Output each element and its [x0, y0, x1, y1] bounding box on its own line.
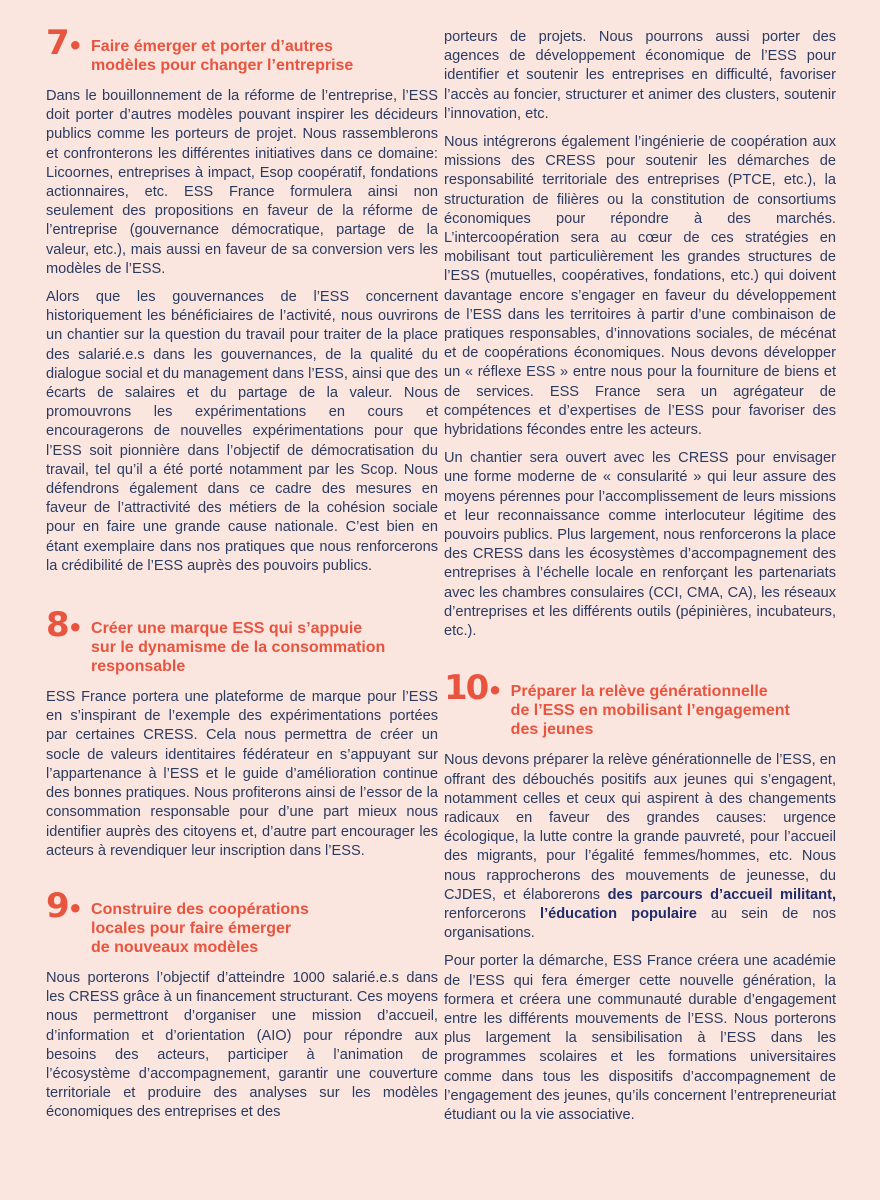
section-7-number: 7• — [46, 23, 84, 63]
highlight-parcours: des parcours d’accueil militant, — [607, 886, 836, 903]
section-9-title: Construire des coopérations locales pour faire émerger de nouveaux modèles — [91, 900, 309, 956]
section-9 — [46, 885, 438, 1123]
section-10-heading — [444, 668, 836, 739]
section-10 — [444, 668, 836, 1125]
section-8-title: Créer une marque ESS qui s’appuie sur le dynamisme de la consommation responsable — [91, 620, 386, 676]
section-9-paragraph-2: Nous intégrerons également l’ingénierie de coopération aux missions des CRESS pour soutenir les démarches de responsabilité territoriale des entreprises (PTCE, etc.), la structuration de filières ou la constitution de consortiums économiques pour répondre à des marchés. L’intercoopération sera au cœur de ces stratégies en mobilisant tout particulièrement les grandes structures de l’ESS (mutuelles, coopératives, fondations, etc.) qui doivent davantage encore s’engager en faveur du développement de l’ESS dans les territoires à partir d’une combinaison de pratiques responsables, d’innovations sociales, de mécénat et de coopérations économiques. Nous devons développer un « réflexe ESS » entre nous pour la fourniture de biens et de services. ESS France sera un agrégateur de compétences et d’expertises de l’ESS pour favoriser des hybridations fécondes entre les acteurs. — [444, 134, 836, 439]
section-9-paragraph-3: Un chantier sera ouvert avec les CRESS pour envisager une forme moderne de « consularité » qui leur assure des moyens pérennes pour l’accomplissement de leurs missions et leur reconnaissance comme interlocuteur légitime des pouvoirs publics. Plus largement, nous renforcerons la place des CRESS dans les écosystèmes d’accompagnement des entreprises à l’échelle locale en renforçant les partenariats avec les chambres consulaires (CCI, CMA, CA), les réseaux d’entreprises et les différents outils (pépinières, incubateurs, etc.). — [444, 450, 836, 640]
section-9-paragraph-1: Nous porterons l’objectif d’atteindre 1000 salarié.e.s dans les CRESS grâce à un financement structurant. Ces moyens nous permettront d’organiser une mission d’accueil, d’information et d’orientation (AIO) pour répondre aux besoins des acteurs, participer à l’animation de l’écosystème d’accompagnement, garantir une couverture territoriale et produire des analyses sur les modèles économiques des entreprises et des — [46, 969, 438, 1121]
section-10-paragraph-1: Nous devons préparer la relève générationnelle de l’ESS, en offrant des débouchés positifs aux jeunes qui s’engagent, notamment celles et ceux qui aspirent à des changements radicaux en faveur des grandes causes: urgence écologique, la lutte contre la grande pauvreté, pour l’accueil des migrants, pour l’égalité femmes/hommes, etc. Nous nous rapprocherons des mouvements de jeunesse, du CJDES, et élaborerons des parcours d’accueil militant, renforcerons l’éducation populaire au sein de nos organisations. — [444, 752, 836, 942]
section-7-title: Faire émerger et porter d’autres modèles pour changer l’entreprise — [91, 38, 354, 74]
section-7-heading — [46, 23, 438, 75]
section-8-paragraph-1: ESS France portera une plateforme de marque pour l’ESS en s’inspirant de l’exemple des expérimentations portées par certaines CRESS. Cela nous permettra de créer un socle de valeurs identitaires fédérateur en s’appuyant sur l’appartenance à l’ESS et le guide d’amélioration continue des bonnes pratiques. Nous profiterons ainsi de l’essor de la consommation responsable pour d’une part mieux nous identifier auprès des citoyens et, d’autre part encourager les acteurs à revendiquer leur inscription dans l’ESS. — [46, 689, 438, 859]
section-10-title: Préparer la relève générationnelle de l’ESS en mobilisant l’engagement des jeunes — [510, 683, 790, 739]
section-7-paragraph-2: Alors que les gouvernances de l’ESS concernent historiquement les bénéficiaires de l’activité, nous ouvrirons un chantier sur la question du travail pour traiter de la place des salarié.e.s dans les gouvernances, de la qualité du dialogue social et du management dans l’ESS, ainsi que des écarts de salaires et du partage de la valeur. Nous promouvrons les expérimentations en cours et encouragerons de nouvelles expérimentations pour que l’ESS soit pionnière dans l’objectif de démocratisation du travail, tel qu’il a été porté notamment par les Scop. Nous défendrons également dans ce cadre des mesures en faveur de l’attractivité des métiers de la cohésion sociale pour en faire une grande cause nationale. C’est bien en étant exemplaire dans nos pratiques que nous renforcerons la crédibilité de l’ESS auprès des pouvoirs publics. — [46, 289, 438, 574]
section-8-number: 8• — [46, 605, 84, 646]
section-10-paragraph-2: Pour porter la démarche, ESS France créera une académie de l’ESS qui fera émerger cette nouvelle génération, la formera et créera une communauté durable d’engagement entre les différents mouvements de l’ESS. Nous porterons plus largement la sensibilisation à l’ESS dans les programmes scolaires et les formations universitaires comme dans tous les dispositifs d’accompagnement de l’engagement des jeunes, qu’ils concernent l’entrepreneuriat étudiant ou la vie associative. — [444, 953, 836, 1123]
left-column — [46, 23, 438, 1132]
section-7 — [46, 23, 438, 576]
section-9-paragraph-1-continued: porteurs de projets. Nous pourrons aussi porter des agences de développement économique de l’ESS pour identifier et soutenir les entreprises en difficulté, favoriser l’accès au foncier, structurer et animer des clusters, soutenir l’innovation, etc. — [444, 29, 836, 122]
section-8 — [46, 605, 438, 861]
section-7-paragraph-1: Dans le bouillonnement de la réforme de l’entreprise, l’ESS doit porter d’autres modèles pouvant inspirer les décideurs publics comme les porteurs de projet. Nous rassemblerons et confronterons les différentes initiatives dans ce domaine: Licoornes, entreprises à impact, Esop coopératif, fondations actionnaires, etc. ESS France formulera ainsi non seulement des propositions en faveur de la réforme de l’entreprise (gouvernance démocratique, partage de la valeur, etc.), mais aussi en faveur de sa conversion vers les modèles de l’ESS. — [46, 88, 438, 277]
highlight-education: l’éducation populaire — [540, 905, 697, 922]
right-column — [444, 28, 836, 1134]
section-8-heading — [46, 605, 438, 676]
section-9-number: 9• — [46, 885, 84, 926]
section-10-number: 10• — [444, 668, 503, 709]
section-9-heading — [46, 885, 438, 957]
